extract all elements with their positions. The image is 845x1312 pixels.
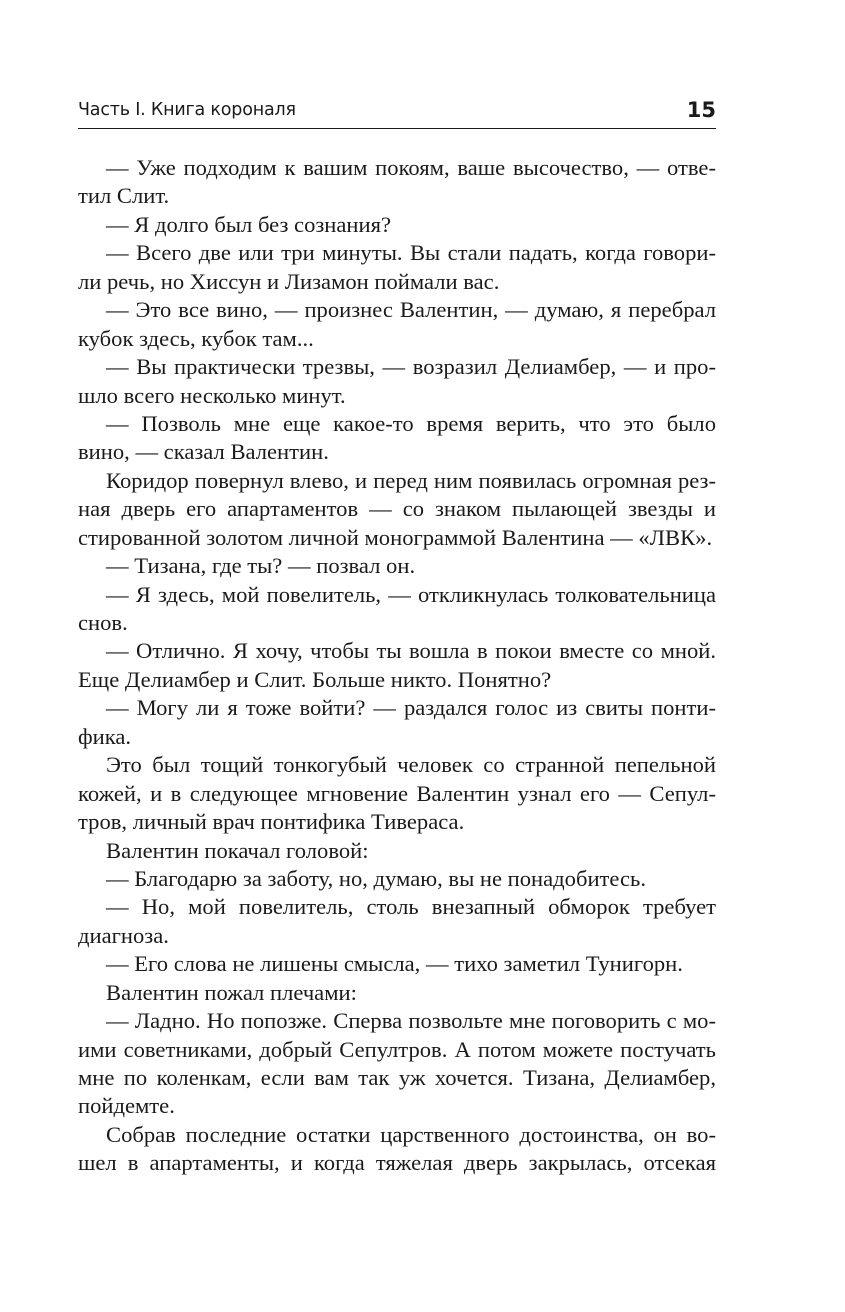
text-line: Коридор повернул влево, и перед ним появилась огромная рез- xyxy=(106,467,716,493)
text-line: тил Слит. xyxy=(78,183,170,209)
text-line: шло всего несколько минут. xyxy=(78,382,346,408)
text-line: — Ладно. Но попозже. Сперва позвольте мне поговорить с мо- xyxy=(106,1008,716,1034)
text-line: шел в апартаменты, и когда тяжелая дверь закрылась, отсекая xyxy=(78,1150,716,1176)
text-line: — Благодарю за заботу, но, думаю, вы не понадобитесь. xyxy=(106,865,646,891)
text-line: вино, — сказал Валентин. xyxy=(78,439,329,465)
text-line: — Вы практически трезвы, — возразил Делиамбер, — и про- xyxy=(106,354,716,380)
text-line: — Всего две или три минуты. Вы стали падать, когда говори- xyxy=(106,240,716,266)
text-line: — Уже подходим к вашим покоям, ваше высочество, — отве- xyxy=(106,155,716,180)
text-line: стированной золотом личной монограммой Валентина — «ЛВК». xyxy=(78,524,713,550)
text-line: — Отлично. Я хочу, чтобы ты вошла в покои вместе со мной. xyxy=(106,638,716,664)
body-text xyxy=(78,154,716,1178)
chapter-title: Часть I. Книга короналя xyxy=(78,100,296,120)
text-line: ная дверь его апартаментов — со знаком пылающей звезды и xyxy=(78,496,716,522)
text-line: тров, личный врач понтифика Тивераса. xyxy=(78,809,465,835)
text-line: мне по коленкам, если вам так уж хочется. Тизана, Делиамбер, xyxy=(78,1065,716,1090)
text-line: кожей, и в следующее мгновение Валентин узнал его — Сепул- xyxy=(78,780,716,806)
text-line: пойдемте. xyxy=(78,1093,175,1119)
running-header xyxy=(78,98,716,129)
page-number: 15 xyxy=(686,98,716,122)
text-line: Валентин пожал плечами: xyxy=(106,979,357,1005)
text-line: Собрав последние остатки царственного достоинства, он во- xyxy=(106,1121,716,1147)
text-line: Это был тощий тонкогубый человек со странной пепельной xyxy=(106,752,716,778)
text-line: — Тизана, где ты? — позвал он. xyxy=(106,553,416,579)
text-line: Еще Делиамбер и Слит. Больше никто. Понятно? xyxy=(78,666,552,692)
text-line: ими советниками, добрый Сепултров. А потом можете постучать xyxy=(78,1036,716,1062)
text-line: — Я долго был без сознания? xyxy=(106,211,392,237)
text-line: диагноза. xyxy=(78,922,169,948)
text-line: снов. xyxy=(78,610,128,635)
text-line: — Его слова не лишены смысла, — тихо заметил Тунигорн. xyxy=(106,951,683,977)
text-line: — Могу ли я тоже войти? — раздался голос из свиты понти- xyxy=(106,695,716,721)
text-line: кубок здесь, кубок там... xyxy=(78,325,314,351)
text-line: — Это все вино, — произнес Валентин, — думаю, я перебрал xyxy=(106,297,716,323)
text-line: — Я здесь, мой повелитель, — откликнулась толковательница xyxy=(106,581,716,607)
text-line: ли речь, но Хиссун и Лизамон поймали вас. xyxy=(78,268,500,294)
text-line: — Позволь мне еще какое-то время верить, что это было xyxy=(106,410,716,436)
text-line: фика. xyxy=(78,723,132,749)
text-line: — Но, мой повелитель, столь внезапный обморок требует xyxy=(106,894,716,920)
text-line: Валентин покачал головой: xyxy=(106,837,369,863)
